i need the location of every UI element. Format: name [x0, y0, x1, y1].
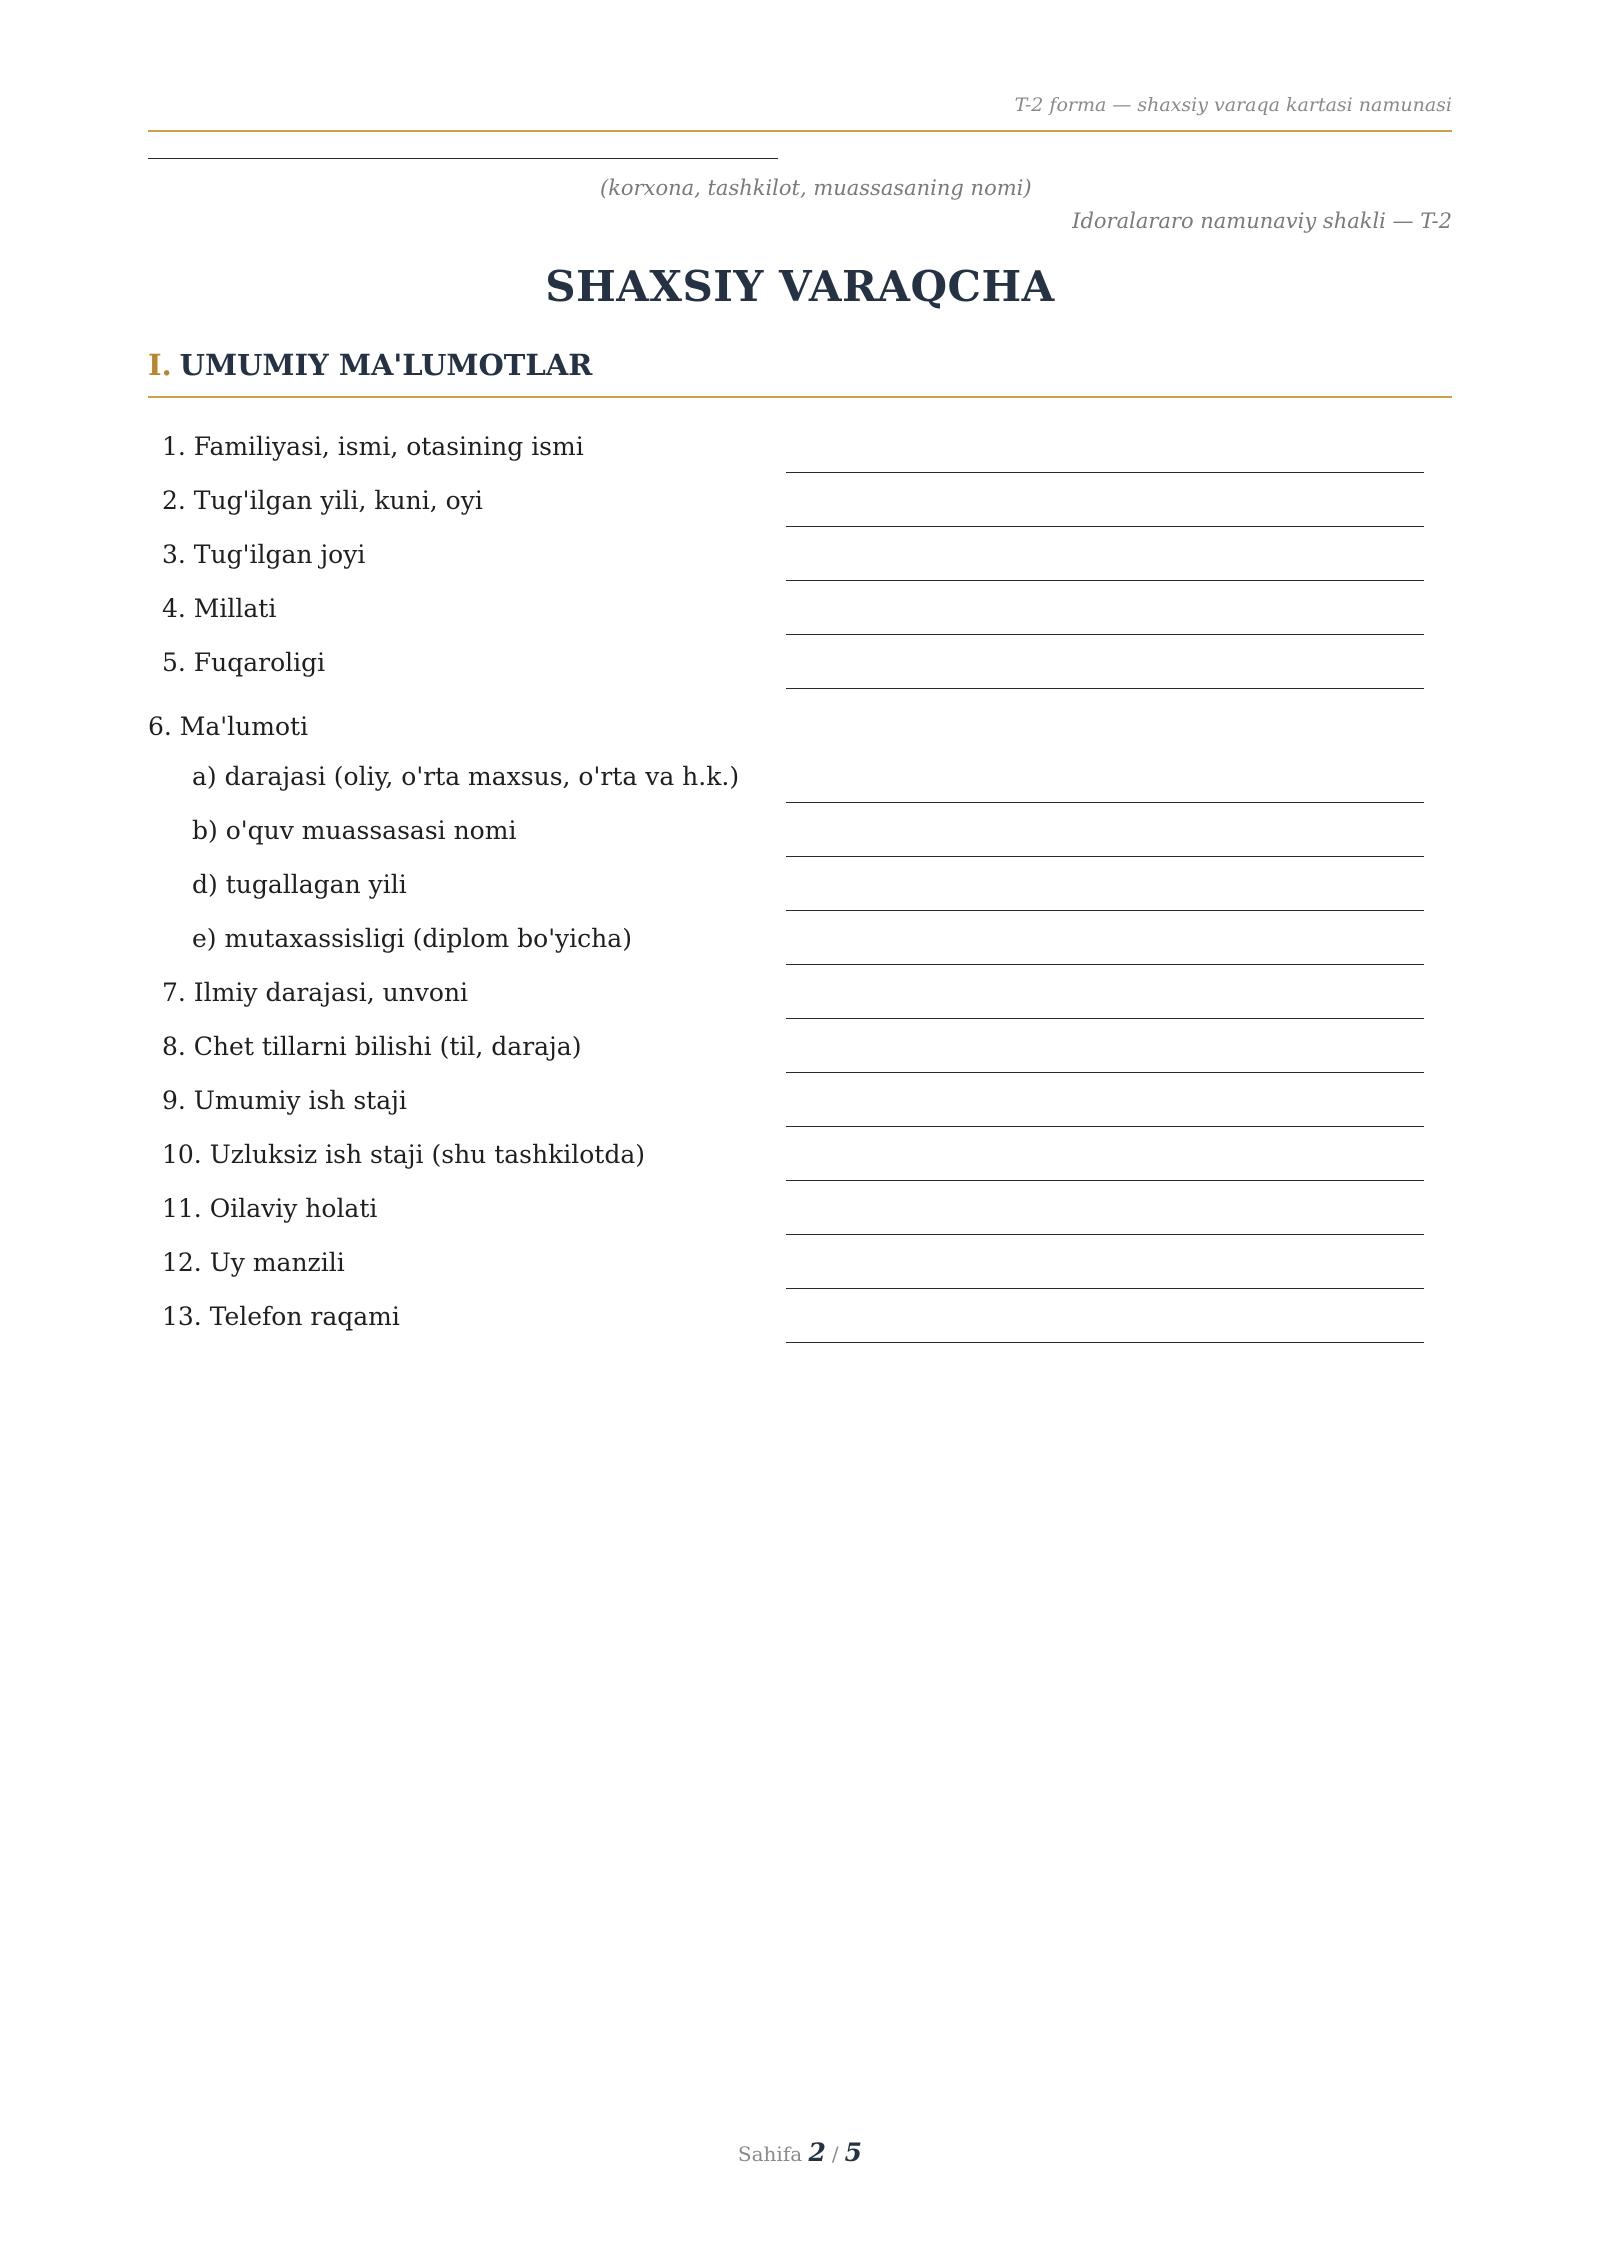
field-label: 10. Uzluksiz ish staji (shu tashkilotda): [162, 1140, 645, 1169]
form-field: [0, 762, 1600, 816]
field-label: 9. Umumiy ish staji: [162, 1086, 407, 1115]
form-field: [0, 648, 1600, 702]
answer-line[interactable]: [786, 910, 1424, 911]
form-field: [0, 486, 1600, 540]
answer-line[interactable]: [786, 964, 1424, 965]
form-field: [0, 1302, 1600, 1356]
answer-line[interactable]: [786, 1072, 1424, 1073]
page-footer: [0, 2138, 1600, 2167]
field-label: d) tugallagan yili: [192, 870, 407, 899]
form-field: [0, 924, 1600, 978]
field-label: 4. Millati: [162, 594, 277, 623]
section-title: UMUMIY MA'LUMOTLAR: [179, 348, 593, 382]
section-number: I.: [148, 348, 172, 382]
form-field: [0, 978, 1600, 1032]
organization-name-line: [148, 158, 778, 159]
answer-line[interactable]: [786, 1288, 1424, 1289]
form-field: [0, 870, 1600, 924]
field-label: e) mutaxassisligi (diplom bo'yicha): [192, 924, 632, 953]
form-field: [0, 1248, 1600, 1302]
answer-line[interactable]: [786, 634, 1424, 635]
answer-line[interactable]: [786, 1180, 1424, 1181]
section-rule: [148, 396, 1452, 398]
field-label: a) darajasi (oliy, o'rta maxsus, o'rta va h.k.): [192, 762, 740, 791]
field-label: 5. Fuqaroligi: [162, 648, 326, 677]
answer-line[interactable]: [786, 1126, 1424, 1127]
page-separator: /: [831, 2142, 839, 2166]
form-field: [0, 432, 1600, 486]
answer-line[interactable]: [786, 526, 1424, 527]
field-label: 11. Oilaviy holati: [162, 1194, 378, 1223]
field-label: 12. Uy manzili: [162, 1248, 345, 1277]
field-label: 13. Telefon raqami: [162, 1302, 400, 1331]
current-page-number: 2: [808, 2138, 826, 2167]
form-field: [0, 540, 1600, 594]
page-label: Sahifa: [737, 2142, 803, 2166]
answer-line[interactable]: [786, 1018, 1424, 1019]
organization-caption: (korxona, tashkilot, muassasaning nomi): [600, 176, 1032, 200]
header-rule: [148, 130, 1452, 132]
form-field: [0, 816, 1600, 870]
form-field: [0, 1032, 1600, 1086]
form-field: [0, 1140, 1600, 1194]
form-field: [0, 1194, 1600, 1248]
answer-line[interactable]: [786, 580, 1424, 581]
document-title: SHAXSIY VARAQCHA: [545, 262, 1055, 311]
total-pages-number: 5: [844, 2138, 863, 2167]
form-field: [0, 594, 1600, 648]
education-group-label: 6. Ma'lumoti: [148, 712, 309, 741]
field-label: 8. Chet tillarni bilishi (til, daraja): [162, 1032, 582, 1061]
field-label: 7. Ilmiy darajasi, unvoni: [162, 978, 469, 1007]
answer-line[interactable]: [786, 856, 1424, 857]
field-label: 1. Familiyasi, ismi, otasining ismi: [162, 432, 584, 461]
answer-line[interactable]: [786, 688, 1424, 689]
form-field: [0, 1086, 1600, 1140]
field-label: b) o'quv muassasasi nomi: [192, 816, 517, 845]
field-label: 3. Tug'ilgan joyi: [162, 540, 366, 569]
running-header: T-2 forma — shaxsiy varaqa kartasi namunasi: [1014, 94, 1452, 116]
answer-line[interactable]: [786, 1342, 1424, 1343]
answer-line[interactable]: [786, 472, 1424, 473]
field-label: 2. Tug'ilgan yili, kuni, oyi: [162, 486, 483, 515]
answer-line[interactable]: [786, 802, 1424, 803]
answer-line[interactable]: [786, 1234, 1424, 1235]
form-code: Idoralararo namunaviy shakli — T-2: [1072, 209, 1452, 233]
section-heading: [148, 348, 592, 382]
